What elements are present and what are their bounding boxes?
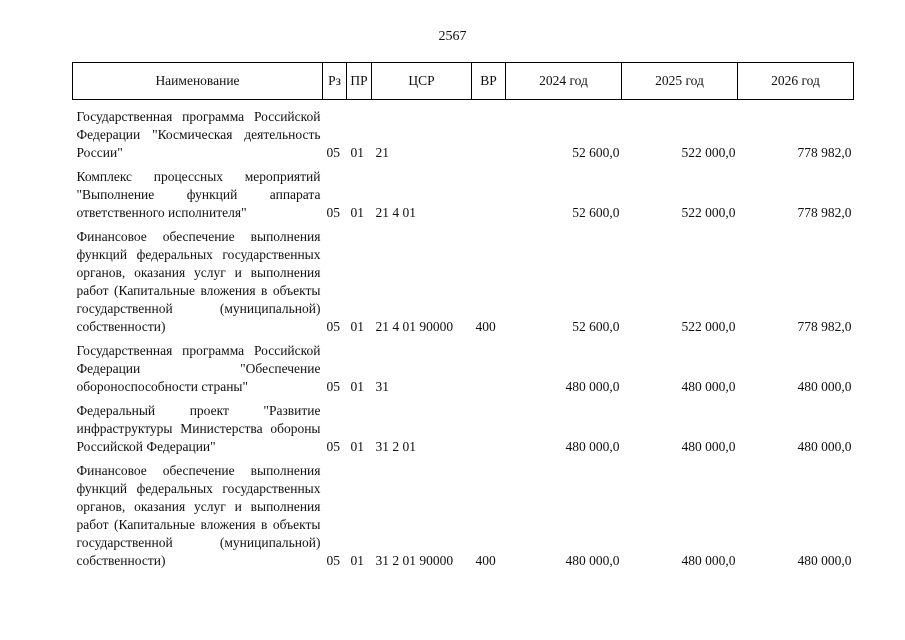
row-rz: 05 (326, 553, 340, 568)
page-number: 2567 (438, 29, 467, 44)
table-row (73, 168, 854, 228)
row-csr: 21 (375, 145, 389, 160)
header-name: Наименование (73, 63, 323, 100)
row-csr: 21 4 01 (375, 205, 416, 220)
header-rz: Рз (323, 63, 347, 100)
row-csr: 31 (375, 379, 389, 394)
row-pr: 01 (350, 145, 364, 160)
row-2025: 480 000,0 (681, 553, 736, 568)
table-row (73, 402, 854, 462)
row-2025: 480 000,0 (681, 379, 736, 394)
row-2026: 778 982,0 (797, 145, 852, 160)
row-csr: 21 4 01 90000 (375, 319, 454, 334)
row-2025: 522 000,0 (681, 319, 736, 334)
row-2024: 480 000,0 (565, 379, 620, 394)
header-pr: ПР (347, 63, 372, 100)
row-rz: 05 (326, 319, 340, 334)
row-name: Федеральный проект "Развитие инфраструктуры Министерства обороны Российской Федерации" (76, 403, 321, 454)
row-2026: 480 000,0 (797, 553, 852, 568)
row-name: Комплекс процессных мероприятий "Выполнение функций аппарата ответственного исполнителя" (76, 169, 321, 220)
row-2024: 52 600,0 (572, 205, 620, 220)
row-vr (472, 342, 506, 402)
row-rz: 05 (326, 205, 340, 220)
header-vr: ВР (472, 63, 506, 100)
row-2024: 480 000,0 (565, 553, 620, 568)
budget-table (72, 62, 854, 576)
row-2025: 522 000,0 (681, 145, 736, 160)
row-rz: 05 (326, 145, 340, 160)
row-csr: 31 2 01 (375, 439, 416, 454)
header-csr: ЦСР (372, 63, 472, 100)
header-2024: 2024 год (506, 63, 622, 100)
row-2025: 480 000,0 (681, 439, 736, 454)
table-body (73, 100, 854, 577)
row-2026: 778 982,0 (797, 205, 852, 220)
row-vr (472, 402, 506, 462)
row-pr: 01 (350, 439, 364, 454)
row-vr: 400 (475, 553, 496, 568)
row-2026: 480 000,0 (797, 379, 852, 394)
row-pr: 01 (350, 205, 364, 220)
row-rz: 05 (326, 439, 340, 454)
header-2026: 2026 год (738, 63, 854, 100)
row-2025: 522 000,0 (681, 205, 736, 220)
table-row (73, 228, 854, 342)
row-name: Государственная программа Российской Федерации "Космическая деятельность России" (76, 109, 321, 160)
header-2025: 2025 год (622, 63, 738, 100)
row-name: Государственная программа Российской Федерации "Обеспечение обороноспособности страны" (76, 343, 321, 394)
row-2026: 480 000,0 (797, 439, 852, 454)
row-vr (472, 168, 506, 228)
row-csr: 31 2 01 90000 (375, 553, 454, 568)
table-header (73, 63, 854, 100)
row-name: Финансовое обеспечение выполнения функций федеральных государственных органов, оказания услуг и выполнения работ (Капитальные вложения в объекты государственной (муниципальной) собственности) (76, 463, 321, 568)
table-row (73, 342, 854, 402)
row-vr: 400 (475, 319, 496, 334)
row-2024: 52 600,0 (572, 145, 620, 160)
row-vr (472, 100, 506, 169)
row-2024: 52 600,0 (572, 319, 620, 334)
row-2026: 778 982,0 (797, 319, 852, 334)
row-pr: 01 (350, 553, 364, 568)
row-rz: 05 (326, 379, 340, 394)
row-pr: 01 (350, 379, 364, 394)
header-row (73, 63, 854, 100)
row-name: Финансовое обеспечение выполнения функций федеральных государственных органов, оказания услуг и выполнения работ (Капитальные вложения в объекты государственной (муниципальной) собственности) (76, 229, 321, 334)
row-pr: 01 (350, 319, 364, 334)
table-row (73, 462, 854, 576)
table-row (73, 100, 854, 169)
row-2024: 480 000,0 (565, 439, 620, 454)
